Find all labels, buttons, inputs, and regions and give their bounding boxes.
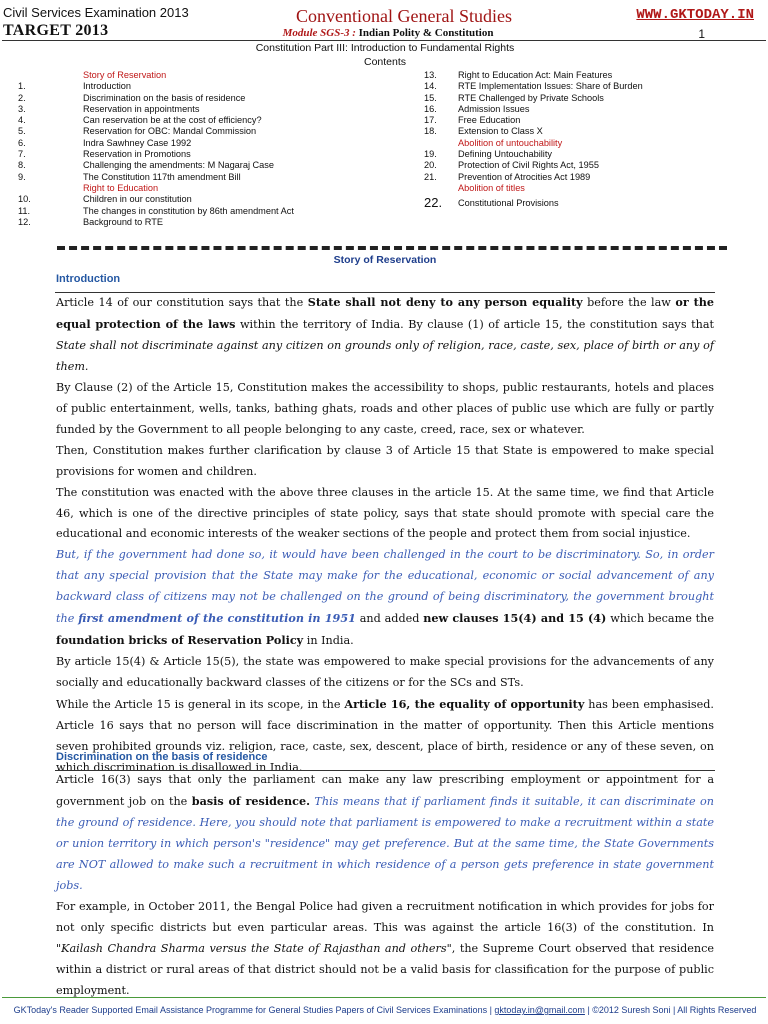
toc-item[interactable]	[424, 126, 764, 137]
toc-item[interactable]	[18, 81, 388, 92]
page-number: 1	[698, 27, 705, 41]
bold-text: basis of residence.	[191, 793, 310, 808]
toc-item[interactable]	[424, 70, 764, 81]
toc-item-number: 20.	[424, 160, 437, 171]
toc-item[interactable]	[424, 172, 764, 183]
document-title: Conventional General Studies	[296, 6, 512, 26]
text: Article 16(3) says that only the parliament can make any law prescribing employment or appointment for a government job on the	[56, 773, 714, 808]
toc-item-number: 10.	[18, 194, 31, 205]
toc-item[interactable]	[424, 104, 764, 115]
bold-text: Article 16, the equality of opportunity	[344, 697, 585, 712]
toc-item-number: 1.	[18, 81, 26, 92]
toc-item-label: The Constitution 117th amendment Bill	[83, 171, 241, 182]
text: and added	[355, 612, 424, 626]
toc-item-label: Background to RTE	[83, 216, 164, 227]
text: While the Article 15 is general in its scope, in the	[56, 698, 345, 712]
target-label: TARGET 2013	[3, 22, 109, 39]
toc-item-label: Prevention of Atrocities Act 1989	[458, 171, 591, 182]
toc-item[interactable]	[424, 115, 764, 126]
toc-left-column	[18, 70, 388, 228]
toc-item-label: Reservation in Promotions	[83, 149, 191, 160]
module-code: Module SGS-3 :	[282, 27, 356, 39]
toc-item-number: 9.	[18, 171, 26, 182]
paragraph: By article 15(4) & Article 15(5), the state was empowered to make special provisions for the advancements of any socially and educationally backward classes of the citizens or for the SCs and STs.	[56, 655, 714, 690]
toc-item-label: RTE Implementation Issues: Share of Burden	[458, 81, 643, 92]
site-link[interactable]: WWW.GKTODAY.IN	[636, 7, 754, 23]
toc-item[interactable]	[18, 160, 388, 171]
toc-section-heading: Abolition of titles	[458, 182, 525, 193]
toc-section-heading: Right to Education	[83, 182, 159, 193]
toc-item-number: 12.	[18, 216, 31, 227]
toc-item[interactable]	[18, 126, 388, 137]
toc-item-label: Defining Untouchability	[458, 149, 552, 160]
toc-item[interactable]	[424, 149, 764, 160]
toc-item-number: 14.	[424, 81, 437, 92]
toc-item-label: Introduction	[83, 81, 132, 92]
text: , the Supreme Court observed that residence within a district or rural areas of that district should not be a valid basis for classification for the purpose of public employment.	[56, 941, 714, 997]
toc-item[interactable]	[18, 172, 388, 183]
highlight-text: But, if the government had done so, it would have been challenged in the court to be discriminatory. So, in order that any special provision that the State may make for the educational, economic or social advancement of any backward class of citizens may not be challenged on the ground of being discriminatory, the government brought the	[56, 548, 714, 626]
toc-item[interactable]	[18, 194, 388, 205]
toc-item-label: Discrimination on the basis of residence	[83, 92, 246, 103]
toc-item-label: Admission Issues	[458, 103, 530, 114]
toc-item-number: 2.	[18, 92, 26, 103]
module-line	[0, 27, 768, 39]
toc-item-number: 18.	[424, 126, 437, 137]
toc-item-label: Reservation for OBC: Mandal Commission	[83, 126, 257, 137]
toc-item-label: Constitutional Provisions	[458, 198, 559, 209]
bold-text: State shall not deny to any person equality	[307, 295, 583, 309]
paragraph: The constitution was enacted with the above three clauses in the article 15. At the same time, we find that Article 46, which is one of the directive principles of state policy, says that state should promote with special care the educational and economic interests of the weaker sections of the people and protect them from social injustice.	[56, 485, 714, 541]
footer-copyright: | ©2012 Suresh Soni | All Rights Reserved	[584, 1005, 757, 1015]
toc-item-label: Free Education	[458, 115, 521, 126]
paragraph: By Clause (2) of the Article 15, Constitution makes the accessibility to shops, public restaurants, hotels and places of public entertainment, wells, tanks, bathing ghats, roads and other places of public use which are fully or partly funded by the Government to all people belonging to any caste, creed, race, sex or whatever.	[56, 380, 714, 436]
paragraph	[56, 694, 714, 779]
toc-item-number: 8.	[18, 160, 26, 171]
paragraph: Then, Constitution makes further clarification by clause 3 of Article 15 that State is empowered to make special provisions for women and children.	[56, 443, 714, 478]
footer-email-link[interactable]: gktoday.in@gmail.com	[494, 1005, 585, 1015]
toc-item-label: Children in our constitution	[83, 194, 192, 205]
text: within the territory of India. By clause (1) of article 15, the constitution says that	[235, 317, 714, 331]
contents-label: Contents	[363, 56, 407, 68]
header-divider	[2, 40, 766, 41]
toc-item-label: Right to Education Act: Main Features	[458, 70, 613, 80]
toc-right-column	[424, 70, 764, 212]
toc-item-label: Protection of Civil Rights Act, 1955	[458, 160, 599, 171]
text: For example, in October 2011, the Bengal Police had given a recruitment notification in which provides for jobs for not only specific districts but even particular areas. This was against the article 16(3) of the constitution. In "	[56, 899, 714, 955]
toc-item-number: 19.	[424, 149, 437, 160]
toc-item-number: 22.	[424, 195, 443, 211]
toc-item[interactable]	[18, 206, 388, 217]
toc-item-label: Extension to Class X	[458, 126, 543, 137]
text: Article 14 of our constitution says that the	[56, 296, 308, 309]
toc-item[interactable]	[18, 104, 388, 115]
italic-text: Kailash Chandra Sharma versus the State of Rajasthan and others"	[61, 941, 452, 955]
highlight-bold-text: first amendment of the constitution in 1951	[78, 611, 356, 626]
toc-item[interactable]	[424, 194, 764, 212]
toc-section-heading: Story of Reservation	[83, 70, 167, 80]
text: has been emphasised. Article 16 says that no person will face discrimination in the matter of opportunity. Then this Article mentions seven prohibited grounds viz. religion, race, caste, sex, descent, place of birth, residence or any of these seven, on which discrimination is disallowed in India.	[56, 698, 714, 774]
italic-text: State shall not discriminate against any citizen on grounds only of religion, race, caste, sex, place of birth or any of them.	[56, 338, 714, 373]
footer-divider	[2, 997, 766, 998]
story-heading: Story of Reservation	[333, 254, 437, 266]
module-name: Indian Polity & Constitution	[355, 27, 494, 39]
highlight-text: This means that if parliament finds it suitable, it can discriminate on the ground of residence. Here, you should note that parliament is empowered to make a recruitment within a state or union territory in which person's "residence" may get preference. But at the same time, the State Governments are NOT allowed to make such a recruitment in which residence of a person gets preference in state government jobs.	[56, 794, 714, 892]
page-footer	[0, 1005, 768, 1015]
toc-item-label: RTE Challenged by Private Schools	[458, 92, 604, 103]
paragraph	[56, 292, 714, 378]
toc-item-label: Challenging the amendments: M Nagaraj Case	[83, 160, 274, 171]
toc-item[interactable]	[18, 149, 388, 160]
paragraph	[56, 545, 714, 652]
paragraph	[56, 897, 714, 1002]
toc-item[interactable]	[424, 93, 764, 104]
toc-item-number: 21.	[424, 171, 437, 182]
toc-item-number: 17.	[424, 115, 437, 126]
toc-item[interactable]	[18, 115, 388, 126]
toc-item[interactable]	[424, 81, 764, 92]
toc-item-label: Reservation in appointments	[83, 103, 200, 114]
residence-body	[56, 770, 714, 1001]
text: before the law	[582, 296, 676, 309]
text: which became the	[606, 612, 714, 626]
toc-item-number: 11.	[18, 205, 31, 216]
toc-section-heading: Abolition of untouchability	[458, 137, 563, 148]
toc-item-number: 15.	[424, 92, 437, 103]
exam-name: Civil Services Examination 2013	[3, 5, 189, 20]
section-divider	[57, 246, 727, 250]
toc-item-number: 3.	[18, 103, 26, 114]
toc-item[interactable]	[18, 138, 388, 149]
intro-heading: Introduction	[56, 273, 121, 285]
bold-text: foundation bricks of Reservation Policy	[56, 633, 304, 648]
toc-item-number: 6.	[18, 137, 26, 148]
toc-item-number: 16.	[424, 103, 437, 114]
text: in India.	[303, 634, 354, 648]
toc-item-label: Can reservation be at the cost of efficiency?	[83, 115, 262, 126]
paragraph	[56, 770, 714, 897]
toc-item-number: 13.	[424, 70, 437, 80]
bold-text: or the equal protection of the laws	[56, 295, 715, 331]
footer-text: GKToday's Reader Supported Email Assistance Programme for General Studies Papers of Civil Services Examinations |	[13, 1005, 495, 1015]
intro-body	[56, 292, 714, 779]
toc-item-number: 7.	[18, 149, 26, 160]
toc-item[interactable]	[18, 217, 388, 228]
toc-item-number: 4.	[18, 115, 26, 126]
toc-item-label: Indra Sawhney Case 1992	[83, 137, 192, 148]
toc-item-label: The changes in constitution by 86th amendment Act	[83, 205, 294, 216]
residence-heading: Discrimination on the basis of residence	[56, 751, 268, 763]
chapter-subtitle: Constitution Part III: Introduction to Fundamental Rights	[255, 42, 515, 54]
toc-item[interactable]	[424, 160, 764, 171]
bold-text: new clauses 15(4) and 15 (4)	[423, 611, 607, 626]
page-header	[0, 0, 768, 70]
toc-item-number: 5.	[18, 126, 26, 137]
toc-item[interactable]	[18, 93, 388, 104]
